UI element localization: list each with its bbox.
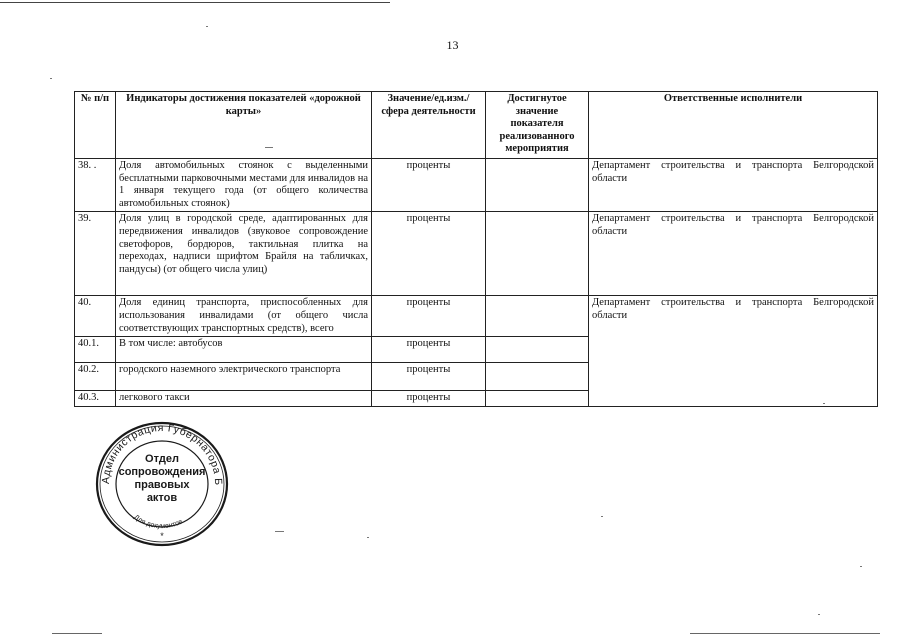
row-achieved [486, 337, 589, 363]
row-achieved [486, 296, 589, 337]
stamp-ring-text: Администрация Губернатора Б [99, 421, 225, 486]
row-unit: проценты [372, 212, 486, 296]
row-num: 40.3. [75, 391, 116, 407]
scan-speck [50, 78, 52, 79]
row-indicator: В том числе: автобусов [116, 337, 372, 363]
scan-speck [601, 516, 603, 517]
row-responsible: Департамент строительства и транспорта Белгородской области [589, 212, 878, 296]
scan-speck [265, 147, 273, 148]
scan-speck [860, 566, 862, 567]
table-row [75, 212, 878, 296]
table-row [75, 159, 878, 212]
official-stamp [92, 420, 232, 548]
row-achieved [486, 363, 589, 391]
row-unit: проценты [372, 391, 486, 407]
scan-speck [367, 537, 369, 538]
header-indicator: Индикаторы достижения показателей «дорожной карты» [116, 92, 372, 159]
row-num: 38. . [75, 159, 116, 212]
row-num: 40.1. [75, 337, 116, 363]
stamp-center-line: правовых [134, 479, 190, 491]
row-achieved [486, 212, 589, 296]
page-number: 13 [446, 38, 459, 52]
row-indicator: Доля автомобильных стоянок с выделенными бесплатными парковочными местами для инвалидов на 1 января текущего года (от общего количества автомобильных стоянок) [116, 159, 372, 212]
header-value: Значение/ед.изм./ сфера деятельности [372, 92, 486, 159]
table-header-row [75, 92, 878, 159]
stamp-star-icon: * [160, 531, 164, 541]
scan-speck [818, 614, 820, 615]
table-row [75, 296, 878, 337]
row-unit: проценты [372, 363, 486, 391]
scan-speck [275, 531, 284, 532]
indicators-table [74, 91, 878, 407]
row-indicator: Доля единиц транспорта, приспособленных для использования инвалидами (от общего числа соответствующих транспортных средств), всего [116, 296, 372, 337]
row-responsible: Департамент строительства и транспорта Белгородской области [589, 159, 878, 212]
row-unit: проценты [372, 296, 486, 337]
stamp-bottom-text: Для документов [132, 513, 184, 531]
row-achieved [486, 391, 589, 407]
row-num: 40.2. [75, 363, 116, 391]
row-responsible: Департамент строительства и транспорта Белгородской области [589, 296, 878, 406]
row-unit: проценты [372, 159, 486, 212]
stamp-center-line: Отдел [145, 453, 179, 465]
scan-speck [823, 403, 825, 404]
row-num: 39. [75, 212, 116, 296]
row-unit: проценты [372, 337, 486, 363]
row-indicator: Доля улиц в городской среде, адаптированных для передвижения инвалидов (звуковое сопровождение светофоров, бордюров, тактильная плитка на переходах, надписи шрифтом Брайля на табличках, пандусы) (от общего числа улиц) [116, 212, 372, 296]
row-num: 40. [75, 296, 116, 337]
scan-speck [206, 26, 208, 27]
header-num: № п/п [75, 92, 116, 159]
header-achieved: Достигнутое значение показателя реализованного мероприятия [486, 92, 589, 159]
bottom-rule [52, 633, 102, 634]
stamp-center-line: актов [146, 492, 178, 504]
row-indicator: легкового такси [116, 391, 372, 407]
row-indicator: городского наземного электрического транспорта [116, 363, 372, 391]
stamp-center-line: сопровождения [118, 466, 206, 478]
row-achieved [486, 159, 589, 212]
top-rule [0, 2, 390, 3]
stamp-seal-icon [92, 420, 232, 548]
bottom-rule [690, 633, 880, 634]
header-responsible: Ответственные исполнители [589, 92, 878, 159]
